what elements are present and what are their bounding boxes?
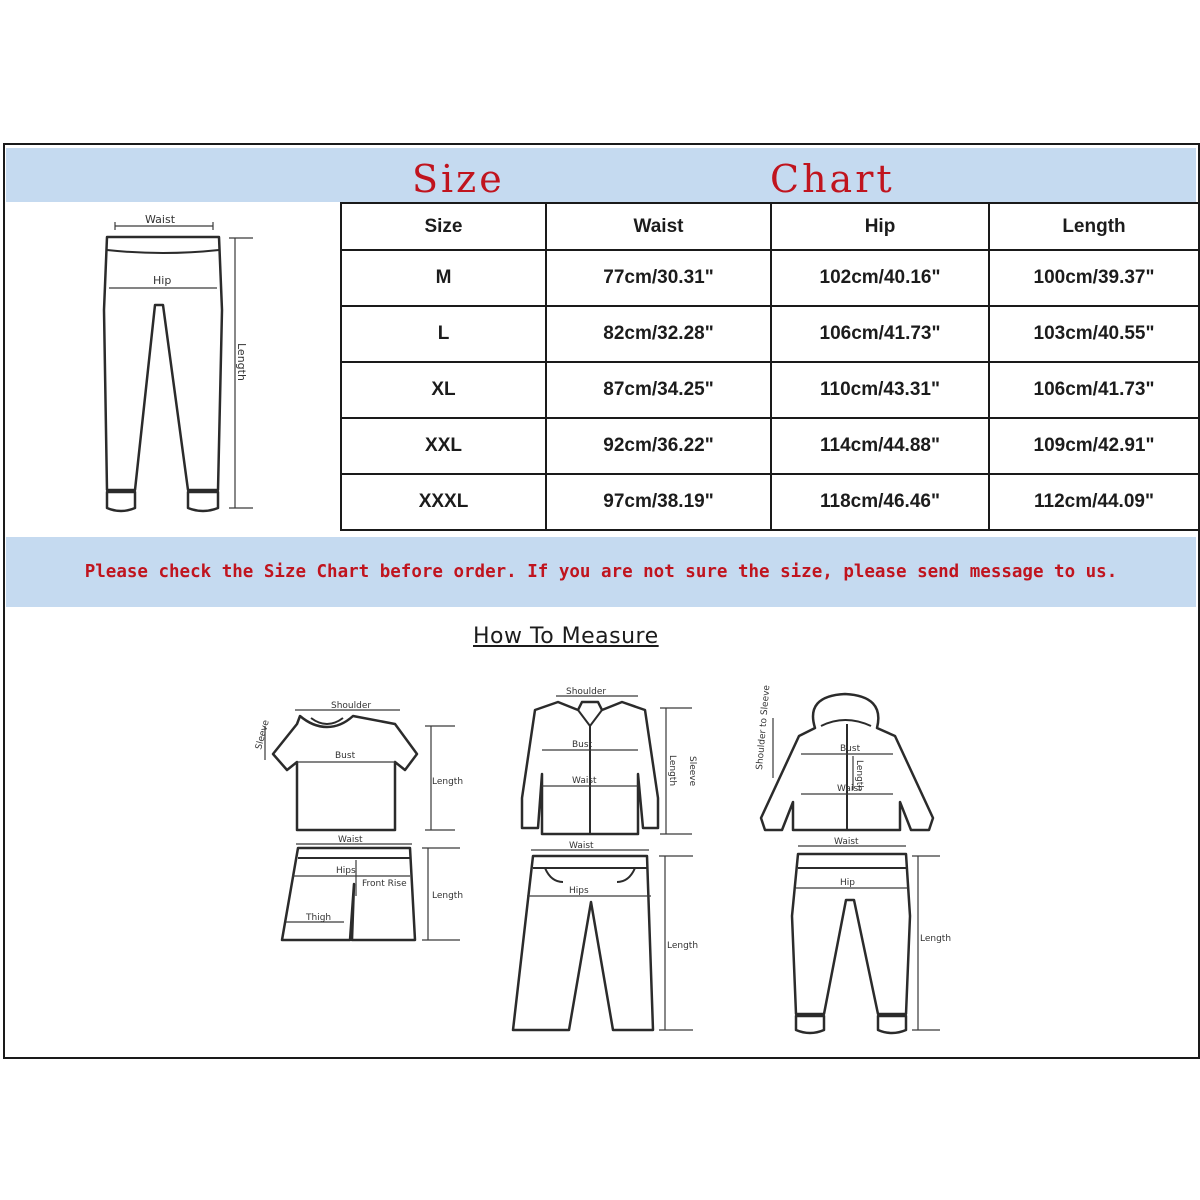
order-notice: Please check the Size Chart before order. If you are not sure the size, please send message to us. bbox=[84, 562, 1118, 582]
header-hip: Hip bbox=[771, 203, 989, 250]
table-row bbox=[341, 418, 1199, 474]
cell-length: 100cm/39.37" bbox=[989, 250, 1199, 306]
shirt-bust-label: Bust bbox=[572, 740, 593, 750]
cell-length: 106cm/41.73" bbox=[989, 362, 1199, 418]
hoodie-measurement-diagram bbox=[745, 684, 945, 840]
table-row bbox=[341, 474, 1199, 530]
how-to-measure-title: How To Measure bbox=[473, 624, 659, 649]
cell-size: XL bbox=[341, 362, 546, 418]
shirt-length-label: Length bbox=[667, 755, 677, 787]
shirt-sleeve-label: Sleeve bbox=[687, 756, 697, 787]
hoodie-length-label: Length bbox=[854, 760, 864, 792]
hoodie-bust-label: Bust bbox=[840, 744, 861, 754]
table-header-row bbox=[341, 203, 1199, 250]
title-word-chart: Chart bbox=[770, 157, 895, 201]
shorts-measurement-diagram bbox=[270, 836, 470, 946]
shirt-measurement-diagram bbox=[500, 688, 705, 838]
cell-waist: 92cm/36.22" bbox=[546, 418, 771, 474]
title-word-size: Size bbox=[412, 157, 505, 201]
cell-hip: 102cm/40.16" bbox=[771, 250, 989, 306]
joggers-length-label: Length bbox=[920, 934, 952, 944]
cell-size: XXL bbox=[341, 418, 546, 474]
tshirt-measurement-diagram bbox=[245, 700, 470, 840]
cell-waist: 97cm/38.19" bbox=[546, 474, 771, 530]
shorts-thigh-label: Thigh bbox=[306, 913, 332, 923]
cell-waist: 87cm/34.25" bbox=[546, 362, 771, 418]
table-row bbox=[341, 250, 1199, 306]
jeans-hips-label: Hips bbox=[569, 886, 589, 896]
shirt-waist-label: Waist bbox=[572, 776, 597, 786]
tshirt-sleeve-label: Sleeve bbox=[254, 719, 272, 751]
cell-length: 103cm/40.55" bbox=[989, 306, 1199, 362]
cell-waist: 82cm/32.28" bbox=[546, 306, 771, 362]
pants-waist-label: Waist bbox=[145, 213, 176, 226]
shorts-length-label: Length bbox=[432, 891, 464, 901]
shorts-front-rise-label: Front Rise bbox=[362, 879, 407, 889]
cell-hip: 110cm/43.31" bbox=[771, 362, 989, 418]
table-row bbox=[341, 362, 1199, 418]
joggers-hip-label: Hip bbox=[840, 878, 855, 888]
jeans-length-label: Length bbox=[667, 941, 699, 951]
joggers-measurement-diagram bbox=[780, 836, 975, 1036]
jeans-measurement-diagram bbox=[505, 842, 705, 1037]
cell-hip: 106cm/41.73" bbox=[771, 306, 989, 362]
cell-size: L bbox=[341, 306, 546, 362]
tshirt-length-label: Length bbox=[432, 777, 464, 787]
shirt-shoulder-label: Shoulder bbox=[566, 687, 607, 697]
hoodie-shoulder-to-sleeve-label: Shoulder to Sleeve bbox=[755, 684, 773, 771]
header-size: Size bbox=[341, 203, 546, 250]
cell-waist: 77cm/30.31" bbox=[546, 250, 771, 306]
joggers-waist-label: Waist bbox=[834, 837, 859, 847]
cell-hip: 114cm/44.88" bbox=[771, 418, 989, 474]
tshirt-shoulder-label: Shoulder bbox=[331, 701, 372, 711]
cell-length: 109cm/42.91" bbox=[989, 418, 1199, 474]
pants-measurement-diagram bbox=[95, 210, 275, 520]
tshirt-bust-label: Bust bbox=[335, 751, 356, 761]
cell-size: M bbox=[341, 250, 546, 306]
shorts-hips-label: Hips bbox=[336, 866, 356, 876]
cell-length: 112cm/44.09" bbox=[989, 474, 1199, 530]
jeans-waist-label: Waist bbox=[569, 841, 594, 851]
title-band bbox=[6, 148, 1196, 202]
table-row bbox=[341, 306, 1199, 362]
pants-hip-label: Hip bbox=[153, 274, 172, 287]
cell-size: XXXL bbox=[341, 474, 546, 530]
header-length: Length bbox=[989, 203, 1199, 250]
pants-length-label: Length bbox=[235, 343, 248, 381]
hoodie-waist-label: Waist bbox=[837, 784, 862, 794]
shorts-waist-label: Waist bbox=[338, 835, 363, 845]
cell-hip: 118cm/46.46" bbox=[771, 474, 989, 530]
header-waist: Waist bbox=[546, 203, 771, 250]
size-chart-table bbox=[340, 202, 1200, 531]
